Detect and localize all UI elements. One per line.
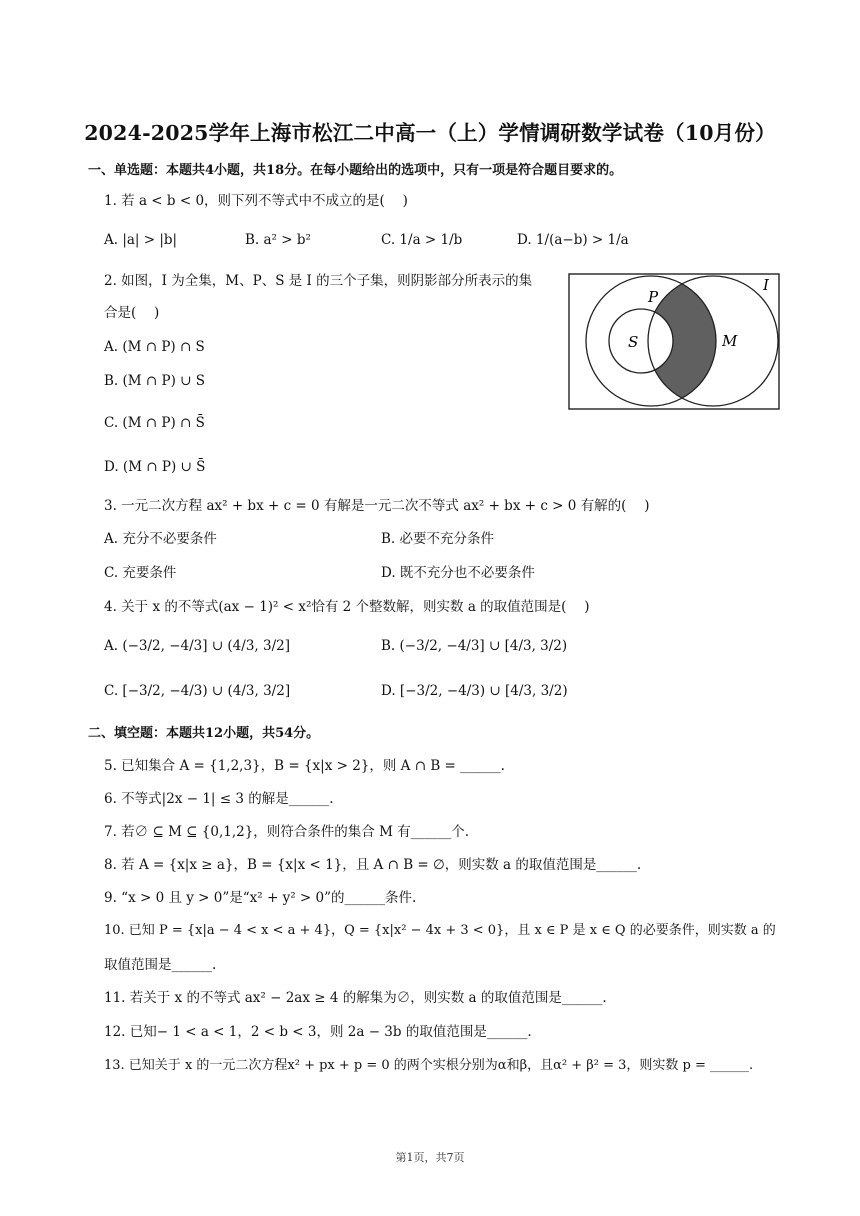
question-3-option-a: A. 充分不必要条件	[104, 531, 217, 547]
question-2-option-a: A. (M ∩ P) ∩ S	[104, 339, 205, 355]
venn-label-m: M	[722, 332, 738, 350]
question-11: 11. 若关于 x 的不等式 ax² − 2ax ≥ 4 的解集为∅，则实数 a 的取值范围是______.	[104, 990, 607, 1006]
section-heading-fill-blank: 二、填空题：本题共12小题，共54分。	[88, 726, 320, 741]
question-3-stem: 3. 一元二次方程 ax² + bx + c = 0 有解是一元二次不等式 ax² + bx + c > 0 有解的( )	[104, 498, 650, 514]
question-5: 5. 已知集合 A = {1,2,3}，B = {x|x > 2}，则 A ∩ B = ______.	[104, 758, 505, 774]
question-1-option-b: B. a² > b²	[245, 232, 311, 248]
question-9: 9. “x > 0 且 y > 0”是“x² + y² > 0”的______条件.	[104, 890, 417, 906]
question-3-option-b: B. 必要不充分条件	[381, 531, 495, 547]
question-4-stem: 4. 关于 x 的不等式(ax − 1)² < x²恰有 2 个整数解，则实数 a 的取值范围是( )	[104, 599, 590, 615]
question-12: 12. 已知− 1 < a < 1，2 < b < 3，则 2a − 3b 的取值范围是______.	[104, 1024, 532, 1040]
question-4-option-d: D. [−3/2, −4/3) ∪ [4/3, 3/2)	[381, 683, 568, 699]
question-1-option-c: C. 1/a > 1/b	[381, 232, 463, 248]
question-3-option-d: D. 既不充分也不必要条件	[381, 565, 535, 581]
question-10-line-2: 取值范围是______.	[104, 957, 217, 973]
question-6: 6. 不等式|2x − 1| ≤ 3 的解是______.	[104, 791, 334, 807]
question-13: 13. 已知关于 x 的一元二次方程x² + px + p = 0 的两个实根分别为α和β，且α² + β² = 3，则实数 p = ______.	[104, 1058, 754, 1073]
question-2-stem-line-2: 合是( )	[104, 305, 160, 321]
venn-label-s: S	[628, 333, 639, 351]
question-1-stem: 1. 若 a < b < 0，则下列不等式中不成立的是( )	[104, 193, 408, 209]
question-4-option-b: B. (−3/2, −4/3] ∪ [4/3, 3/2)	[381, 638, 568, 654]
section-heading-single-choice: 一、单选题：本题共4小题，共18分。在每小题给出的选项中，只有一项是符合题目要求的。	[88, 163, 623, 178]
question-4-option-a: A. (−3/2, −4/3] ∪ (4/3, 3/2]	[104, 638, 290, 654]
question-7: 7. 若∅ ⊆ M ⊆ {0,1,2}，则符合条件的集合 M 有______个.	[104, 824, 470, 840]
question-2-option-b: B. (M ∩ P) ∪ S	[104, 373, 205, 389]
question-1-option-a: A. |a| > |b|	[104, 232, 178, 248]
question-2-option-c: C. (M ∩ P) ∩ S̄	[104, 415, 205, 431]
page-title: 2024-2025学年上海市松江二中高一（上）学情调研数学试卷（10月份）	[84, 121, 776, 145]
question-1-option-d: D. 1/(a−b) > 1/a	[517, 232, 629, 248]
question-8: 8. 若 A = {x|x ≥ a}，B = {x|x < 1}，且 A ∩ B = ∅，则实数 a 的取值范围是______.	[104, 857, 642, 873]
question-4-option-c: C. [−3/2, −4/3) ∪ (4/3, 3/2]	[104, 683, 291, 699]
venn-label-p: P	[648, 288, 659, 306]
venn-diagram	[566, 271, 782, 411]
question-2-stem-line-1: 2. 如图，I 为全集，M、P、S 是 I 的三个子集，则阴影部分所表示的集	[104, 273, 533, 289]
question-3-option-c: C. 充要条件	[104, 565, 177, 581]
question-10-line-1: 10. 已知 P = {x|a − 4 < x < a + 4}，Q = {x|x² − 4x + 3 < 0}，且 x ∈ P 是 x ∈ Q 的必要条件，则实数 a 的	[104, 923, 776, 938]
page-footer: 第1页，共7页	[395, 1151, 465, 1164]
question-2-option-d: D. (M ∩ P) ∪ S̄	[104, 459, 206, 475]
venn-label-i: I	[763, 276, 769, 294]
